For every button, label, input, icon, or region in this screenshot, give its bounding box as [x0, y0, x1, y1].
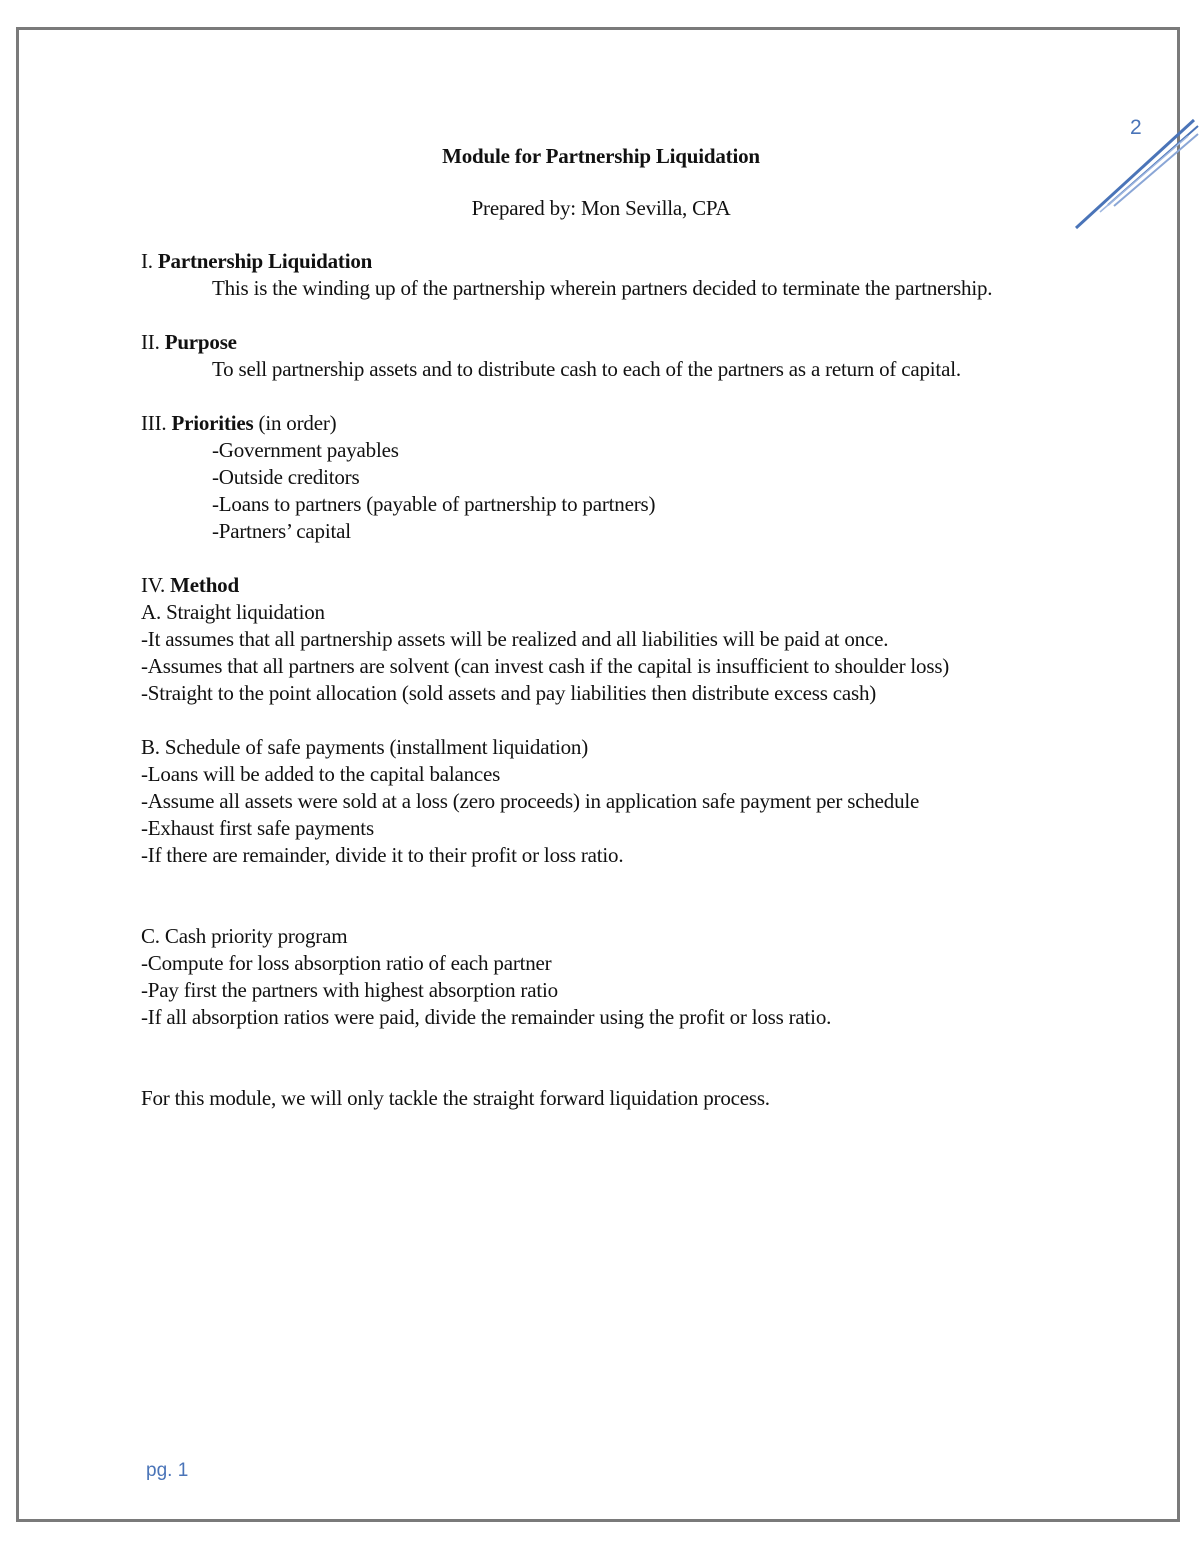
- section-3-suffix: (in order): [258, 411, 337, 435]
- section-2-heading: [141, 329, 1061, 356]
- method-c-title: C. Cash priority program: [141, 924, 348, 948]
- prepared-by: Prepared by: Mon Sevilla, CPA: [471, 196, 731, 220]
- document-body: [141, 141, 1061, 1112]
- section-1-text: This is the winding up of the partnership wherein partners decided to terminate the partnership.: [212, 276, 993, 300]
- section-2-title: Purpose: [164, 330, 237, 354]
- method-a-line: -Assumes that all partners are solvent (can invest cash if the capital is insufficient to shoulder loss): [141, 654, 950, 678]
- section-3-title: Priorities: [171, 411, 254, 435]
- method-b-title: B. Schedule of safe payments (installment liquidation): [141, 735, 589, 759]
- method-b-line: -Loans will be added to the capital balances: [141, 762, 501, 786]
- section-1-title: Partnership Liquidation: [157, 249, 373, 273]
- method-c-line: -Pay first the partners with highest absorption ratio: [141, 978, 558, 1002]
- section-4-heading: [141, 572, 1061, 599]
- section-2-text: To sell partnership assets and to distribute cash to each of the partners as a return of capital.: [212, 357, 961, 381]
- section-2-numeral: II.: [141, 330, 160, 354]
- section-3-numeral: III.: [141, 411, 167, 435]
- method-b-line: -Assume all assets were sold at a loss (zero proceeds) in application safe payment per schedule: [141, 789, 920, 813]
- priority-item: -Outside creditors: [212, 465, 360, 489]
- method-a-line: -Straight to the point allocation (sold assets and pay liabilities then distribute excess cash): [141, 681, 877, 705]
- section-1-numeral: I.: [141, 249, 153, 273]
- section-3-heading: [141, 410, 1061, 437]
- document-title: Module for Partnership Liquidation: [442, 144, 760, 168]
- section-4-numeral: IV.: [141, 573, 166, 597]
- corner-page-number: 2: [1130, 116, 1142, 139]
- method-c-line: -If all absorption ratios were paid, divide the remainder using the profit or loss ratio.: [141, 1005, 832, 1029]
- section-1-heading: [141, 248, 1061, 275]
- footer-page-number: pg. 1: [146, 1460, 189, 1481]
- method-b-line: -Exhaust first safe payments: [141, 816, 374, 840]
- section-4-title: Method: [170, 573, 239, 597]
- closing-statement: For this module, we will only tackle the straight forward liquidation process.: [141, 1086, 770, 1110]
- method-b-line: -If there are remainder, divide it to their profit or loss ratio.: [141, 843, 624, 867]
- priority-item: -Loans to partners (payable of partnership to partners): [212, 492, 656, 516]
- priority-item: -Partners’ capital: [212, 519, 351, 543]
- method-a-title: A. Straight liquidation: [141, 600, 325, 624]
- priority-item: -Government payables: [212, 438, 399, 462]
- method-c-line: -Compute for loss absorption ratio of each partner: [141, 951, 552, 975]
- method-a-line: -It assumes that all partnership assets will be realized and all liabilities will be paid at once.: [141, 627, 889, 651]
